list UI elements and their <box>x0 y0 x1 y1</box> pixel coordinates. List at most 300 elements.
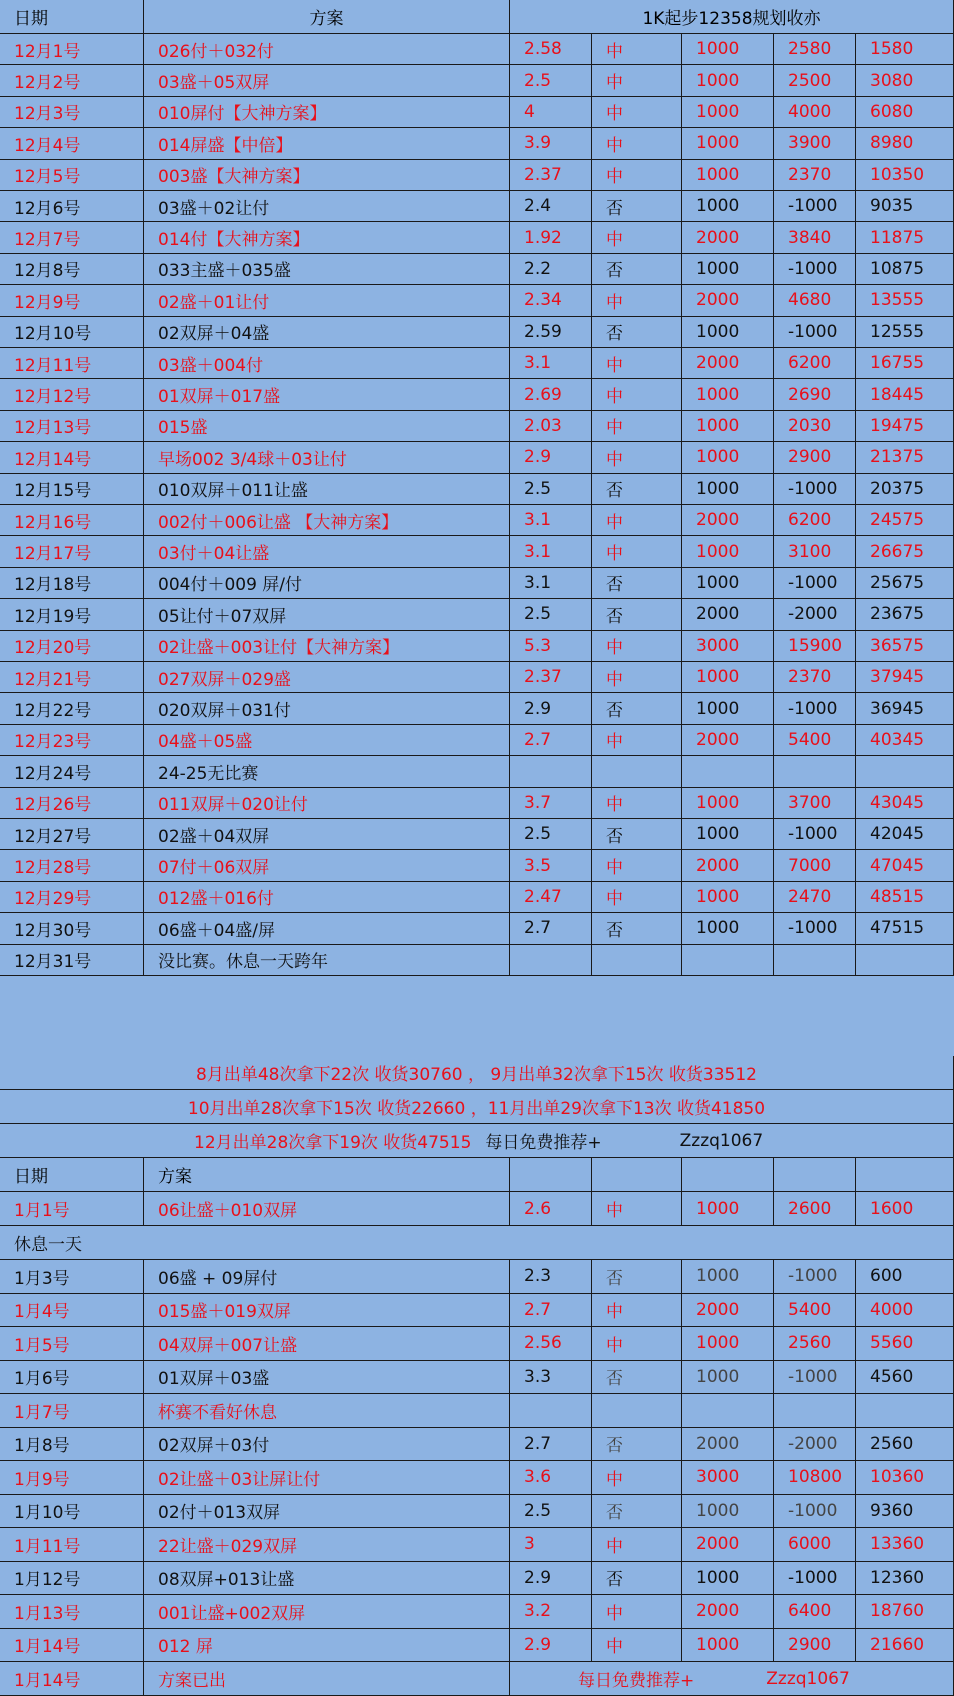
date-cell: 1月12号 <box>14 1570 81 1591</box>
table-row <box>0 568 954 599</box>
date-cell: 12月3号 <box>14 104 81 125</box>
last-row-promo: 每日免费推荐+ <box>578 1671 695 1691</box>
plan-cell: 004付＋009 屏/付 <box>158 575 303 596</box>
return-cell: -1000 <box>788 321 838 342</box>
total-cell: 8980 <box>870 133 914 154</box>
date-cell: 12月8号 <box>14 261 81 282</box>
date-cell: 12月18号 <box>14 575 92 596</box>
stake-cell: 2000 <box>696 729 740 750</box>
result-cell: 中 <box>606 889 623 910</box>
table-row <box>0 505 954 536</box>
table-row <box>0 756 954 787</box>
odds-cell: 2.5 <box>524 70 552 91</box>
table-row <box>0 725 954 756</box>
plan-cell: 01双屏＋017盛 <box>158 387 281 408</box>
result-cell: 否 <box>606 481 623 502</box>
total-cell: 600 <box>870 1266 903 1287</box>
table-row <box>0 442 954 473</box>
jan-header-date: 日期 <box>14 1167 48 1187</box>
stake-cell: 1000 <box>696 164 740 185</box>
total-cell: 9035 <box>870 196 914 217</box>
stake-cell: 2000 <box>696 1299 740 1320</box>
date-cell: 12月15号 <box>14 481 92 502</box>
table-row <box>0 222 954 253</box>
date-cell: 1月8号 <box>14 1436 70 1457</box>
total-cell: 43045 <box>870 792 925 813</box>
table-row <box>0 348 954 379</box>
total-cell: 21375 <box>870 447 925 468</box>
plan-cell: 02盛＋04双屏 <box>158 826 270 847</box>
plan-cell: 010双屏＋011让盛 <box>158 481 308 502</box>
table-row <box>0 1260 954 1294</box>
date-cell: 12月14号 <box>14 449 92 470</box>
date-cell: 12月27号 <box>14 826 92 847</box>
jan-header-row <box>0 1158 954 1192</box>
stake-cell: 1000 <box>696 792 740 813</box>
plan-cell: 001让盛+002双屏 <box>158 1603 306 1624</box>
odds-cell: 2.56 <box>524 1333 562 1354</box>
date-cell: 12月11号 <box>14 355 92 376</box>
table-row <box>0 1528 954 1562</box>
return-cell: -1000 <box>788 258 838 279</box>
total-cell: 10875 <box>870 258 925 279</box>
total-cell: 5560 <box>870 1333 914 1354</box>
header-row <box>0 0 954 34</box>
plan-cell: 04双屏＋007让盛 <box>158 1335 298 1356</box>
stake-cell: 1000 <box>696 1198 740 1219</box>
table-row <box>0 34 954 65</box>
odds-cell: 2.03 <box>524 415 562 436</box>
odds-cell: 2.2 <box>524 258 552 279</box>
stake-cell: 2000 <box>696 855 740 876</box>
result-cell: 否 <box>606 1369 623 1390</box>
odds-cell: 3.1 <box>524 353 552 374</box>
return-cell: 2600 <box>788 1198 832 1219</box>
stake-cell: 1000 <box>696 321 740 342</box>
date-cell: 12月1号 <box>14 41 81 62</box>
plan-cell: 02盛＋01让付 <box>158 292 270 313</box>
plan-cell: 04盛＋05盛 <box>158 732 253 753</box>
date-cell: 1月5号 <box>14 1335 70 1356</box>
odds-cell: 2.37 <box>524 164 562 185</box>
stake-cell: 1000 <box>696 1266 740 1287</box>
stake-cell: 1000 <box>696 824 740 845</box>
stake-cell: 1000 <box>696 70 740 91</box>
odds-cell: 2.3 <box>524 1266 552 1287</box>
plan-cell: 027双屏＋029盛 <box>158 669 291 690</box>
summary-promo: 每日免费推荐+ <box>485 1133 602 1153</box>
plan-cell: 03盛＋02让付 <box>158 198 270 219</box>
return-cell: -1000 <box>788 1366 838 1387</box>
return-cell: 6000 <box>788 1534 832 1555</box>
return-cell: 6200 <box>788 353 832 374</box>
table-row <box>0 128 954 159</box>
plan-cell: 033主盛＋035盛 <box>158 261 291 282</box>
result-cell: 中 <box>606 638 623 659</box>
total-cell: 9360 <box>870 1500 914 1521</box>
plan-cell: 012盛＋016付 <box>158 889 274 910</box>
date-cell: 12月17号 <box>14 544 92 565</box>
plan-cell: 003盛【大神方案】 <box>158 167 310 188</box>
date-cell: 1月4号 <box>14 1302 70 1323</box>
odds-cell: 2.7 <box>524 918 552 939</box>
plan-cell: 011双屏＋020让付 <box>158 795 308 816</box>
result-cell: 否 <box>606 324 623 345</box>
table-row <box>0 1562 954 1596</box>
plan-cell: 03盛＋05双屏 <box>158 73 270 94</box>
stake-cell: 3000 <box>696 1467 740 1488</box>
total-cell: 16755 <box>870 353 925 374</box>
odds-cell: 3.3 <box>524 1366 552 1387</box>
result-cell: 中 <box>606 669 623 690</box>
odds-cell: 2.59 <box>524 321 562 342</box>
date-cell: 12月31号 <box>14 952 92 973</box>
result-cell: 中 <box>606 292 623 313</box>
result-cell: 中 <box>606 732 623 753</box>
table-row <box>0 379 954 410</box>
result-cell: 中 <box>606 387 623 408</box>
return-cell: 10800 <box>788 1467 843 1488</box>
date-cell: 1月3号 <box>14 1268 70 1289</box>
return-cell: 7000 <box>788 855 832 876</box>
odds-cell: 4 <box>524 101 535 122</box>
total-cell: 10350 <box>870 164 925 185</box>
odds-cell: 2.7 <box>524 1299 552 1320</box>
table-row <box>0 65 954 96</box>
total-cell: 24575 <box>870 510 925 531</box>
result-cell: 中 <box>606 1536 623 1557</box>
total-cell: 25675 <box>870 572 925 593</box>
odds-cell: 2.5 <box>524 604 552 625</box>
plan-cell: 02双屏＋04盛 <box>158 324 270 345</box>
result-cell: 中 <box>606 795 623 816</box>
total-cell: 1600 <box>870 1198 914 1219</box>
result-cell: 中 <box>606 1201 623 1221</box>
table-row <box>0 662 954 693</box>
stake-cell: 1000 <box>696 698 740 719</box>
stake-cell: 1000 <box>696 196 740 217</box>
result-cell: 否 <box>606 575 623 596</box>
return-cell: 2470 <box>788 886 832 907</box>
total-cell: 48515 <box>870 886 925 907</box>
table-row <box>0 819 954 850</box>
result-cell: 中 <box>606 418 623 439</box>
date-cell: 1月7号 <box>14 1402 70 1423</box>
table-row <box>0 285 954 316</box>
date-cell: 12月29号 <box>14 889 92 910</box>
return-cell: 2690 <box>788 384 832 405</box>
odds-cell: 2.69 <box>524 384 562 405</box>
odds-cell: 5.3 <box>524 635 552 656</box>
stake-cell: 3000 <box>696 635 740 656</box>
stake-cell: 1000 <box>696 667 740 688</box>
total-cell: 18760 <box>870 1601 925 1622</box>
total-cell: 11875 <box>870 227 925 248</box>
total-cell: 23675 <box>870 604 925 625</box>
result-cell: 中 <box>606 355 623 376</box>
plan-cell: 026付＋032付 <box>158 41 274 62</box>
table-row <box>0 1294 954 1328</box>
summary-line-1: 8月出单48次拿下22次 收货30760 ， 9月出单32次拿下15次 收货33512 <box>196 1065 757 1085</box>
return-cell: 4000 <box>788 101 832 122</box>
rest-day-note: 休息一天 <box>14 1235 82 1255</box>
return-cell: 5400 <box>788 729 832 750</box>
date-cell: 1月6号 <box>14 1369 70 1390</box>
odds-cell: 2.58 <box>524 39 562 60</box>
date-cell: 12月5号 <box>14 167 81 188</box>
return-cell: 6400 <box>788 1601 832 1622</box>
table-row <box>0 97 954 128</box>
result-cell: 中 <box>606 512 623 533</box>
odds-cell: 2.6 <box>524 1198 552 1219</box>
odds-cell: 2.37 <box>524 667 562 688</box>
return-cell: -2000 <box>788 604 838 625</box>
plan-cell: 06盛＋04盛/屏 <box>158 920 275 941</box>
total-cell: 6080 <box>870 101 914 122</box>
plan-cell: 02双屏＋03付 <box>158 1436 270 1457</box>
stake-cell: 2000 <box>696 1601 740 1622</box>
plan-cell: 014付【大神方案】 <box>158 230 310 251</box>
table-row <box>0 1428 954 1462</box>
total-cell: 40345 <box>870 729 925 750</box>
odds-cell: 3.2 <box>524 1601 552 1622</box>
total-cell: 42045 <box>870 824 925 845</box>
result-cell: 中 <box>606 858 623 879</box>
return-cell: 3100 <box>788 541 832 562</box>
last-row-date: 1月14号 <box>14 1671 81 1691</box>
table-row <box>0 317 954 348</box>
plan-cell: 015盛 <box>158 418 208 439</box>
plan-cell: 24-25无比赛 <box>158 763 259 784</box>
stake-cell: 1000 <box>696 258 740 279</box>
return-cell: -1000 <box>788 918 838 939</box>
return-cell: 2900 <box>788 447 832 468</box>
header-strategy: 1K起步12358规划收亦 <box>642 9 821 29</box>
stake-cell: 1000 <box>696 415 740 436</box>
result-cell: 否 <box>606 261 623 282</box>
odds-cell: 2.7 <box>524 729 552 750</box>
table-row <box>0 599 954 630</box>
result-cell: 否 <box>606 1570 623 1591</box>
table-row <box>0 1394 954 1428</box>
header-plan: 方案 <box>309 9 344 29</box>
return-cell: 2560 <box>788 1333 832 1354</box>
total-cell: 13555 <box>870 290 925 311</box>
result-cell: 否 <box>606 606 623 627</box>
last-row-contact-id: Zzzq1067 <box>766 1668 850 1689</box>
stake-cell: 2000 <box>696 510 740 531</box>
plan-cell: 03付＋04让盛 <box>158 544 270 565</box>
result-cell: 否 <box>606 701 623 722</box>
date-cell: 12月6号 <box>14 198 81 219</box>
date-cell: 12月30号 <box>14 920 92 941</box>
return-cell: -1000 <box>788 1266 838 1287</box>
return-cell: 15900 <box>788 635 843 656</box>
total-cell: 18445 <box>870 384 925 405</box>
date-cell: 12月10号 <box>14 324 92 345</box>
result-cell: 中 <box>606 1335 623 1356</box>
plan-cell: 06盛 + 09屏付 <box>158 1268 278 1289</box>
plan-cell: 02让盛＋03让屏让付 <box>158 1469 321 1490</box>
odds-cell: 3.9 <box>524 133 552 154</box>
date-cell: 12月4号 <box>14 135 81 156</box>
result-cell: 否 <box>606 1436 623 1457</box>
total-cell: 4000 <box>870 1299 914 1320</box>
odds-cell: 2.9 <box>524 447 552 468</box>
odds-cell: 3 <box>524 1534 535 1555</box>
table-row <box>0 788 954 819</box>
total-cell: 36945 <box>870 698 925 719</box>
table-row <box>0 1192 954 1226</box>
result-cell: 中 <box>606 73 623 94</box>
date-cell: 12月9号 <box>14 292 81 313</box>
total-cell: 19475 <box>870 415 925 436</box>
total-cell: 36575 <box>870 635 925 656</box>
odds-cell: 2.47 <box>524 886 562 907</box>
stake-cell: 1000 <box>696 541 740 562</box>
odds-cell: 2.5 <box>524 478 552 499</box>
table-row <box>0 474 954 505</box>
summary-row-3 <box>0 1124 954 1158</box>
return-cell: 4680 <box>788 290 832 311</box>
table-row <box>0 191 954 222</box>
return-cell: 2580 <box>788 39 832 60</box>
stake-cell: 2000 <box>696 353 740 374</box>
total-cell: 10360 <box>870 1467 925 1488</box>
result-cell: 中 <box>606 544 623 565</box>
table-row <box>0 850 954 881</box>
table-row <box>0 913 954 944</box>
result-cell: 中 <box>606 1302 623 1323</box>
plan-cell: 012 屏 <box>158 1637 213 1658</box>
stake-cell: 1000 <box>696 101 740 122</box>
header-date: 日期 <box>14 9 48 29</box>
stake-cell: 1000 <box>696 886 740 907</box>
date-cell: 12月12号 <box>14 387 92 408</box>
summary-row-1 <box>0 1056 954 1090</box>
table-row <box>0 882 954 913</box>
table-row <box>0 1461 954 1495</box>
result-cell: 否 <box>606 920 623 941</box>
return-cell: 5400 <box>788 1299 832 1320</box>
odds-cell: 3.6 <box>524 1467 552 1488</box>
last-row <box>0 1662 954 1696</box>
result-cell: 中 <box>606 167 623 188</box>
odds-cell: 3.1 <box>524 572 552 593</box>
stake-cell: 1000 <box>696 918 740 939</box>
return-cell: -1000 <box>788 1500 838 1521</box>
table-row <box>0 254 954 285</box>
stake-cell: 1000 <box>696 1500 740 1521</box>
table-row <box>0 536 954 567</box>
odds-cell: 1.92 <box>524 227 562 248</box>
total-cell: 12360 <box>870 1567 925 1588</box>
return-cell: 6200 <box>788 510 832 531</box>
table-row <box>0 1495 954 1529</box>
stake-cell: 1000 <box>696 1366 740 1387</box>
return-cell: -1000 <box>788 698 838 719</box>
result-cell: 中 <box>606 230 623 251</box>
stake-cell: 1000 <box>696 1634 740 1655</box>
date-cell: 12月26号 <box>14 795 92 816</box>
date-cell: 1月14号 <box>14 1637 81 1658</box>
return-cell: -1000 <box>788 572 838 593</box>
summary-line-2: 10月出单28次拿下15次 收货22660 ，11月出单29次拿下13次 收货41850 <box>187 1099 766 1119</box>
return-cell: 2370 <box>788 667 832 688</box>
stake-cell: 1000 <box>696 133 740 154</box>
odds-cell: 3.7 <box>524 792 552 813</box>
return-cell: 2900 <box>788 1634 832 1655</box>
date-cell: 12月24号 <box>14 763 92 784</box>
date-cell: 12月20号 <box>14 638 92 659</box>
stake-cell: 2000 <box>696 1433 740 1454</box>
result-cell: 否 <box>606 198 623 219</box>
stake-cell: 2000 <box>696 290 740 311</box>
odds-cell: 2.34 <box>524 290 562 311</box>
date-cell: 12月2号 <box>14 73 81 94</box>
table-row <box>0 411 954 442</box>
odds-cell: 3.5 <box>524 855 552 876</box>
odds-cell: 2.5 <box>524 1500 552 1521</box>
result-cell: 中 <box>606 41 623 62</box>
plan-cell: 01双屏＋03盛 <box>158 1369 270 1390</box>
date-cell: 12月13号 <box>14 418 92 439</box>
return-cell: 2030 <box>788 415 832 436</box>
total-cell: 26675 <box>870 541 925 562</box>
odds-cell: 2.9 <box>524 698 552 719</box>
date-cell: 1月9号 <box>14 1469 70 1490</box>
summary-december: 12月出单28次拿下19次 收货47515 <box>194 1133 472 1153</box>
table-row <box>0 1629 954 1663</box>
plan-cell: 22让盛＋029双屏 <box>158 1536 298 1557</box>
stake-cell: 2000 <box>696 604 740 625</box>
table-row <box>0 1595 954 1629</box>
odds-cell: 3.1 <box>524 510 552 531</box>
odds-cell: 3.1 <box>524 541 552 562</box>
return-cell: 2370 <box>788 164 832 185</box>
odds-cell: 2.4 <box>524 196 552 217</box>
total-cell: 47515 <box>870 918 925 939</box>
date-cell: 12月23号 <box>14 732 92 753</box>
date-cell: 12月7号 <box>14 230 81 251</box>
date-cell: 1月1号 <box>14 1201 70 1221</box>
result-cell: 中 <box>606 104 623 125</box>
return-cell: 3840 <box>788 227 832 248</box>
stake-cell: 1000 <box>696 478 740 499</box>
result-cell: 否 <box>606 1268 623 1289</box>
result-cell: 中 <box>606 1637 623 1658</box>
total-cell: 2560 <box>870 1433 914 1454</box>
date-cell: 12月16号 <box>14 512 92 533</box>
total-cell: 37945 <box>870 667 925 688</box>
total-cell: 4560 <box>870 1366 914 1387</box>
result-cell: 中 <box>606 1469 623 1490</box>
return-cell: -1000 <box>788 1567 838 1588</box>
total-cell: 13360 <box>870 1534 925 1555</box>
return-cell: 3700 <box>788 792 832 813</box>
plan-cell: 08双屏+013让盛 <box>158 1570 295 1591</box>
table-row <box>0 160 954 191</box>
return-cell: 2500 <box>788 70 832 91</box>
date-cell: 12月19号 <box>14 606 92 627</box>
last-row-plan: 方案已出 <box>158 1671 226 1691</box>
return-cell: 3900 <box>788 133 832 154</box>
stake-cell: 1000 <box>696 1567 740 1588</box>
plan-cell: 03盛＋004付 <box>158 355 264 376</box>
table-row <box>0 1327 954 1361</box>
plan-cell: 杯赛不看好休息 <box>158 1402 277 1423</box>
date-cell: 1月10号 <box>14 1503 81 1524</box>
